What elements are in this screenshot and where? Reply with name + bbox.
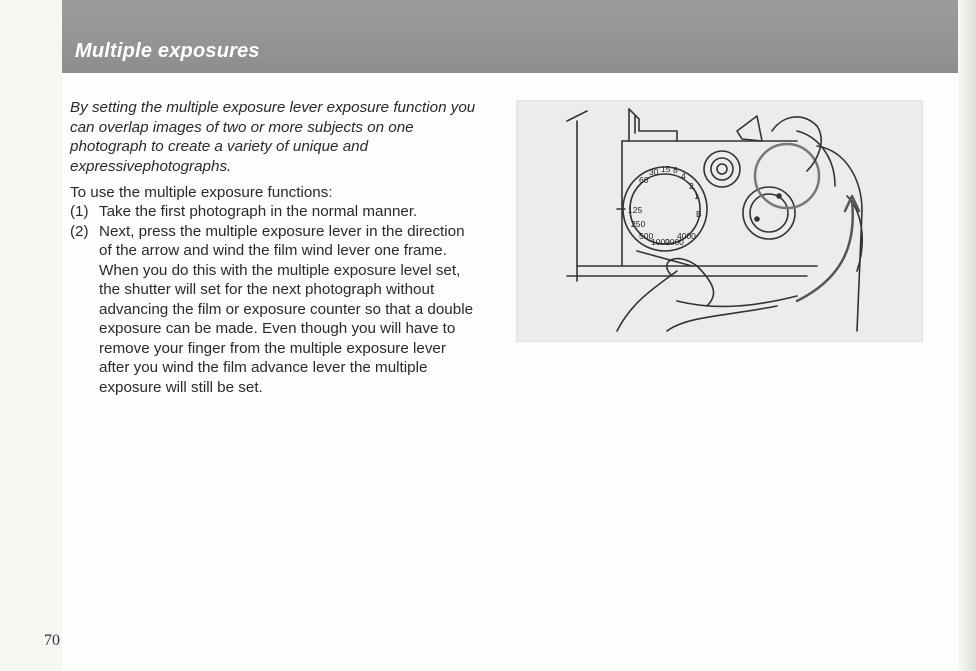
dial-label: 15 <box>661 164 671 174</box>
step-text: Take the first photograph in the normal manner. <box>99 203 418 220</box>
intro-paragraph: By setting the multiple exposure lever exposure function you can overlap images of two or more subjects on one photograph to create a variety of unique and expressivephotographs. <box>70 99 476 175</box>
dial-label: 2 <box>689 181 694 191</box>
camera-drawing <box>517 101 922 341</box>
camera-illustration <box>516 100 923 342</box>
step-item <box>70 222 480 398</box>
dial-label: 250 <box>631 219 646 229</box>
instructions-lead: To use the multiple exposure functions: <box>70 184 333 201</box>
page-number: 70 <box>44 632 60 649</box>
step-number: (1) <box>70 203 89 220</box>
dial-label: B <box>696 209 702 219</box>
dial-label: 30 <box>649 167 659 177</box>
section-title: Multiple exposures <box>75 40 260 62</box>
dial-label: 1 <box>694 191 699 201</box>
dial-label: 8 <box>673 165 678 175</box>
step-text: Next, press the multiple exposure lever in the direction of the arrow and wind the film wind lever one frame. When you do this with the multiple exposure level set, the shutter will set for the next photograph without advancing the film or exposure counter so that a double exposure can be made. Even though you will have to remove your finger from the multiple exposure lever after you wind the film advance lever the multiple exposure will still be set. <box>99 222 474 396</box>
dial-label: 4 <box>681 171 686 181</box>
dial-label: 2000 <box>665 237 684 247</box>
dial-label: 60 <box>639 175 649 185</box>
instruction-steps <box>70 202 480 397</box>
dial-label: 4000 <box>677 231 696 241</box>
step-number: (2) <box>70 222 89 240</box>
dial-label: 125 <box>628 205 643 215</box>
page-fold-shadow <box>958 0 976 671</box>
dial-label: 500 <box>639 231 654 241</box>
dial-label: 1000 <box>651 237 670 247</box>
step-item <box>70 202 480 222</box>
page-margin <box>0 0 62 671</box>
